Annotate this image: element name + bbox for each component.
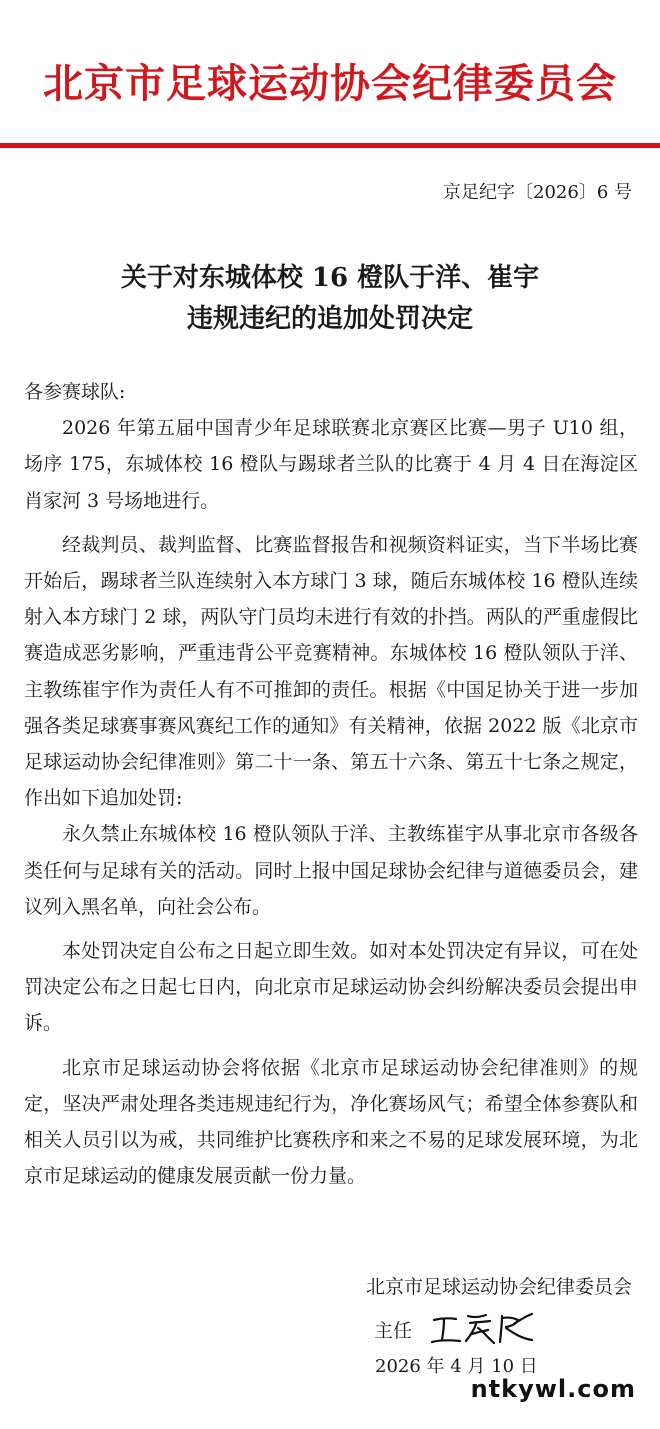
signer-title-label: 主任 [374,1320,413,1342]
signature-organization: 北京市足球运动协会纪律委员会 [365,1276,632,1298]
paragraph-closing: 北京市足球运动协会将依据《北京市足球运动协会纪律准则》的规定，坚决严肃处理各类违规违纪行为，净化赛场风气；希望全体参赛队和相关人员引以为戒，共同维护比赛秩序和来之不易的足球发展环境，为北京市足球运动的健康发展贡献一份力量。 [24,1056,638,1188]
salutation: 各参赛球队: [24,381,126,403]
document-body [24,374,638,1194]
paragraph-effective-appeal: 本处罚决定自公布之日起立即生效。如对本处罚决定有异议，可在处罚决定公布之日起七日内，向北京市足球运动协会纠纷解决委员会提出申诉。 [24,940,638,1035]
paragraph-findings: 经裁判员、裁判监督、比赛监督报告和视频资料证实，当下半场比赛开始后，踢球者兰队连续射入本方球门 3 球，随后东城体校 16 橙队连续射入本方球门 2 球，两队守门员均未进行有效的扑挡。两队的严重虚假比赛造成恶劣影响，严重违背公平竞赛精神。东城体校 16 橙队领队于洋、主教练崔宇作为责任人有不可推卸的责任。根据《中国足协关于进一步加强各类足球赛事赛风赛纪工作的通知》有关精神，依据 2022 版《北京市足球运动协会纪律准则》第二十一条、第五十六条、第五十七条之规定，作出如下追加处罚: [24,533,638,810]
paragraph-match-info: 2026 年第五届中国青少年足球联赛北京赛区比赛—男子 U10 组，场序 175，东城体校 16 橙队与踢球者兰队的比赛于 4 月 4 日在海淀区肖家河 3 号场地进行。 [24,417,638,512]
document-title-line-1: 关于对东城体校 16 橙队于洋、崔宇 [120,263,540,293]
signature-date: 2026 年 4 月 10 日 [375,1356,538,1377]
handwritten-signature [428,1310,538,1350]
site-watermark: ntkywl.com [470,1375,636,1403]
document-title-line-2: 违规违纪的追加处罚决定 [186,304,473,334]
header-red-divider [0,143,660,148]
org-header-title: 北京市足球运动协会纪律委员会 [43,61,617,107]
paragraph-penalty: 永久禁止东城体校 16 橙队领队于洋、主教练崔宇从事北京市各级各类任何与足球有关的活动。同时上报中国足球协会纪律与道德委员会，建议列入黑名单，向社会公布。 [24,823,638,918]
document-number: 京足纪字〔2026〕6 号 [443,182,632,203]
